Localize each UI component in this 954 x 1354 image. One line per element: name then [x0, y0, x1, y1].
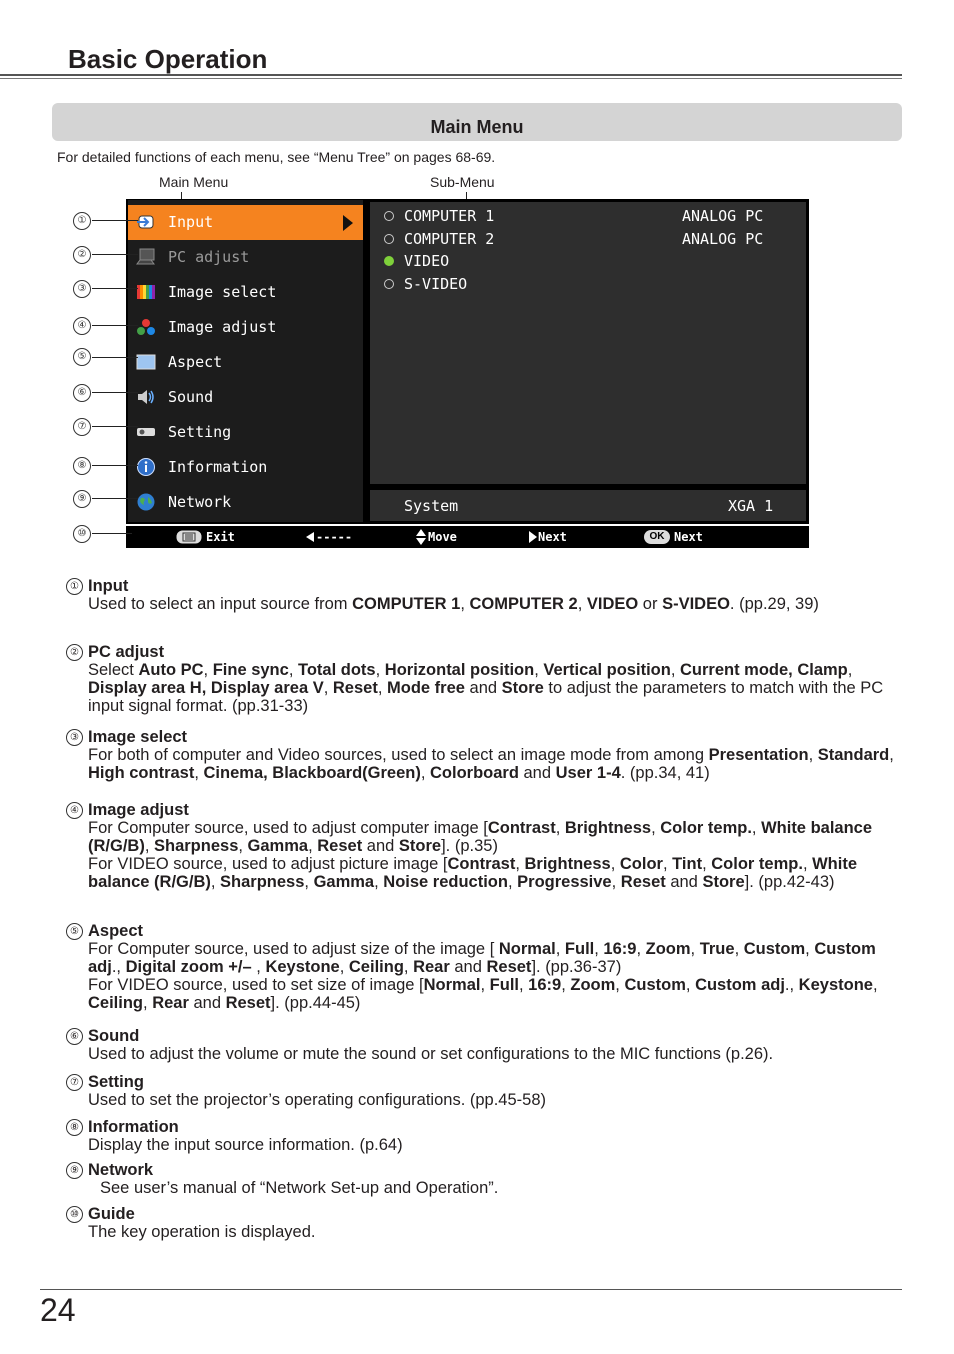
- top-rule-thin: [0, 78, 902, 79]
- top-rule: [0, 74, 902, 76]
- desc-guide: [66, 1205, 896, 1241]
- intro-text: For detailed functions of each menu, see “Menu Tree” on pages 68-69.: [57, 149, 496, 165]
- callout-line: [92, 220, 138, 221]
- section-header: [52, 103, 902, 141]
- system-value: XGA 1: [728, 497, 774, 515]
- sub-item-signal: ANALOG PC: [682, 207, 764, 225]
- setting-icon: [136, 423, 156, 441]
- desc-title: Setting: [88, 1073, 144, 1091]
- callout-line: [92, 357, 138, 358]
- guide-next: Next: [538, 530, 567, 544]
- callout-line: [92, 325, 138, 326]
- desc-body: Select Auto PC, Fine sync, Total dots, Horizontal position, Vertical position, Current mode, Clamp, Display area H, Display area V, Reset, Mode free and Store to adjust the parameters to match with the PC input signal format. (pp.31-33): [88, 661, 884, 715]
- callout-number: ⑨: [73, 490, 91, 508]
- menu-item-setting[interactable]: [128, 415, 363, 450]
- sub-item-name: COMPUTER 1: [404, 207, 495, 225]
- image-adjust-icon: [136, 318, 156, 336]
- callout-line: [92, 426, 138, 427]
- sub-item-name: S-VIDEO: [404, 275, 468, 293]
- desc-title: Guide: [88, 1205, 135, 1223]
- menu-item-sound[interactable]: [128, 380, 363, 415]
- desc-title: Image adjust: [88, 801, 189, 819]
- network-icon: [136, 493, 156, 511]
- sub-item-signal: ANALOG PC: [682, 230, 764, 248]
- input-icon: [136, 213, 156, 231]
- menu-item-image-adjust[interactable]: [128, 310, 363, 345]
- desc-title: Information: [88, 1118, 179, 1136]
- system-label: System: [404, 497, 459, 515]
- guide-exit: Exit: [206, 530, 235, 544]
- sub-menu-callout: Sub-Menu: [430, 174, 495, 190]
- desc-title: Aspect: [88, 922, 144, 940]
- right-arrow-icon: [529, 531, 537, 543]
- desc-title: Image select: [88, 728, 188, 746]
- callout-number: ⑦: [73, 418, 91, 436]
- desc-body-computer: For Computer source, used to adjust computer image [Contrast, Brightness, Color temp., White balance (R/G/B), Sharpness, Gamma, Reset and Store]. (p.35): [88, 819, 873, 855]
- menu-item-network[interactable]: [128, 485, 363, 520]
- guide-next-ok: Next: [674, 530, 703, 544]
- submenu-arrow-icon: [343, 215, 353, 231]
- guide-move: Move: [428, 530, 457, 544]
- callout-number: ②: [73, 246, 91, 264]
- callout-number: ⑧: [73, 457, 91, 475]
- menu-label: Sound: [168, 388, 214, 406]
- menu-item-aspect[interactable]: [128, 345, 363, 380]
- guide-dashes: -----: [316, 530, 353, 544]
- left-arrow-icon: [306, 532, 314, 542]
- aspect-icon: [136, 353, 156, 371]
- menu-label: Information: [168, 458, 268, 476]
- main-menu-callout: Main Menu: [159, 174, 229, 190]
- desc-title: Input: [88, 577, 129, 595]
- radio-off-icon: [384, 279, 394, 289]
- up-down-arrow-icon: [416, 529, 426, 545]
- desc-number: ⑧: [66, 1119, 83, 1136]
- desc-information: [66, 1118, 896, 1154]
- desc-title: Sound: [88, 1027, 140, 1045]
- menu-label: Input: [168, 213, 214, 231]
- desc-aspect: [66, 922, 896, 1012]
- menu-label: Aspect: [168, 353, 223, 371]
- callout-line: [92, 254, 138, 255]
- menu-item-information[interactable]: [128, 450, 363, 485]
- sub-item-computer-2[interactable]: [370, 228, 806, 250]
- desc-image-adjust: [66, 801, 896, 891]
- callout-line: [92, 288, 138, 289]
- callout-line: [92, 392, 138, 393]
- radio-off-icon: [384, 234, 394, 244]
- desc-input: [66, 577, 896, 613]
- sub-item-computer-1[interactable]: [370, 205, 806, 227]
- radio-on-icon: [384, 256, 394, 266]
- callout-number: ⑤: [73, 348, 91, 366]
- desc-body-video: For VIDEO source, used to adjust picture image [Contrast, Brightness, Color, Tint, Color temp., White balance (R/G/B), Sharpness, Gamma, Noise reduction, Progressive, Reset and Store]. (pp.42-43): [88, 855, 858, 891]
- sub-item-s-video[interactable]: [370, 273, 806, 295]
- desc-body: Used to set the projector’s operating configurations. (pp.45-58): [88, 1091, 546, 1109]
- sub-menu-panel: [370, 202, 806, 484]
- desc-title: PC adjust: [88, 643, 165, 661]
- image-select-icon: [136, 283, 156, 301]
- desc-number: ⑦: [66, 1074, 83, 1091]
- ok-button-icon: OK: [644, 530, 670, 544]
- menu-label: Image select: [168, 283, 277, 301]
- callout-number: ⑥: [73, 384, 91, 402]
- bottom-rule: [40, 1289, 902, 1290]
- sub-item-video[interactable]: [370, 250, 806, 272]
- sub-item-name: VIDEO: [404, 252, 450, 270]
- desc-network: [66, 1161, 896, 1197]
- desc-body: See user’s manual of “Network Set-up and Operation”.: [100, 1179, 499, 1197]
- callout-number: ①: [73, 212, 91, 230]
- callout-line: [92, 498, 138, 499]
- pc-adjust-icon: [136, 248, 156, 266]
- callout-line: [92, 465, 138, 466]
- desc-number: ⑤: [66, 923, 83, 940]
- callout-number: ④: [73, 317, 91, 335]
- desc-body: Used to adjust the volume or mute the sound or set configurations to the MIC functions (p.26).: [88, 1045, 774, 1063]
- desc-title: Network: [88, 1161, 154, 1179]
- page-number: 24: [40, 1292, 76, 1328]
- desc-body: Display the input source information. (p.64): [88, 1136, 403, 1154]
- desc-number: ⑥: [66, 1028, 83, 1045]
- menu-label: PC adjust: [168, 248, 250, 266]
- desc-pc-adjust: [66, 643, 896, 715]
- main-menu-panel: [128, 200, 363, 522]
- menu-label: Setting: [168, 423, 232, 441]
- desc-image-select: [66, 728, 896, 782]
- desc-sound: [66, 1027, 896, 1063]
- sub-item-name: COMPUTER 2: [404, 230, 495, 248]
- menu-label: Image adjust: [168, 318, 277, 336]
- callout-number: ⑩: [73, 525, 91, 543]
- radio-off-icon: [384, 211, 394, 221]
- desc-body: The key operation is displayed.: [88, 1223, 316, 1241]
- system-info-panel: [370, 490, 806, 521]
- desc-number: ⑩: [66, 1206, 83, 1223]
- section-title: Main Menu: [430, 117, 524, 137]
- desc-number: ⑨: [66, 1162, 83, 1179]
- desc-number: ④: [66, 802, 83, 819]
- menu-item-image-select[interactable]: [128, 275, 363, 310]
- information-icon: [136, 458, 156, 476]
- desc-setting: [66, 1073, 896, 1109]
- menu-item-input[interactable]: [128, 205, 363, 240]
- callout-line: [92, 533, 132, 534]
- desc-body-computer: For Computer source, used to adjust size of the image [ Normal, Full, 16:9, Zoom, True, Custom, Custom adj., Digital zoom +/– , Keystone, Ceiling, Rear and Reset]. (pp.36-37): [88, 940, 876, 976]
- menu-button-icon: [176, 530, 202, 544]
- guide-bar: [126, 526, 809, 548]
- callout-number: ③: [73, 280, 91, 298]
- menu-item-pc-adjust[interactable]: [128, 240, 363, 275]
- desc-number: ①: [66, 578, 83, 595]
- desc-body-video: For VIDEO source, used to set size of image [Normal, Full, 16:9, Zoom, Custom, Custom adj., Keystone, Ceiling, Rear and Reset]. (pp.44-45): [88, 976, 878, 1012]
- page-title: Basic Operation: [68, 44, 268, 74]
- desc-number: ②: [66, 644, 83, 661]
- sound-icon: [136, 388, 156, 406]
- desc-body: For both of computer and Video sources, used to select an image mode from among Presentation, Standard, High contrast, Cinema, Blackboard(Green), Colorboard and User 1-4. (pp.34, 41): [88, 746, 894, 782]
- desc-number: ③: [66, 729, 83, 746]
- menu-label: Network: [168, 493, 232, 511]
- desc-body: Used to select an input source from COMPUTER 1, COMPUTER 2, VIDEO or S-VIDEO. (pp.29, 39): [88, 595, 819, 613]
